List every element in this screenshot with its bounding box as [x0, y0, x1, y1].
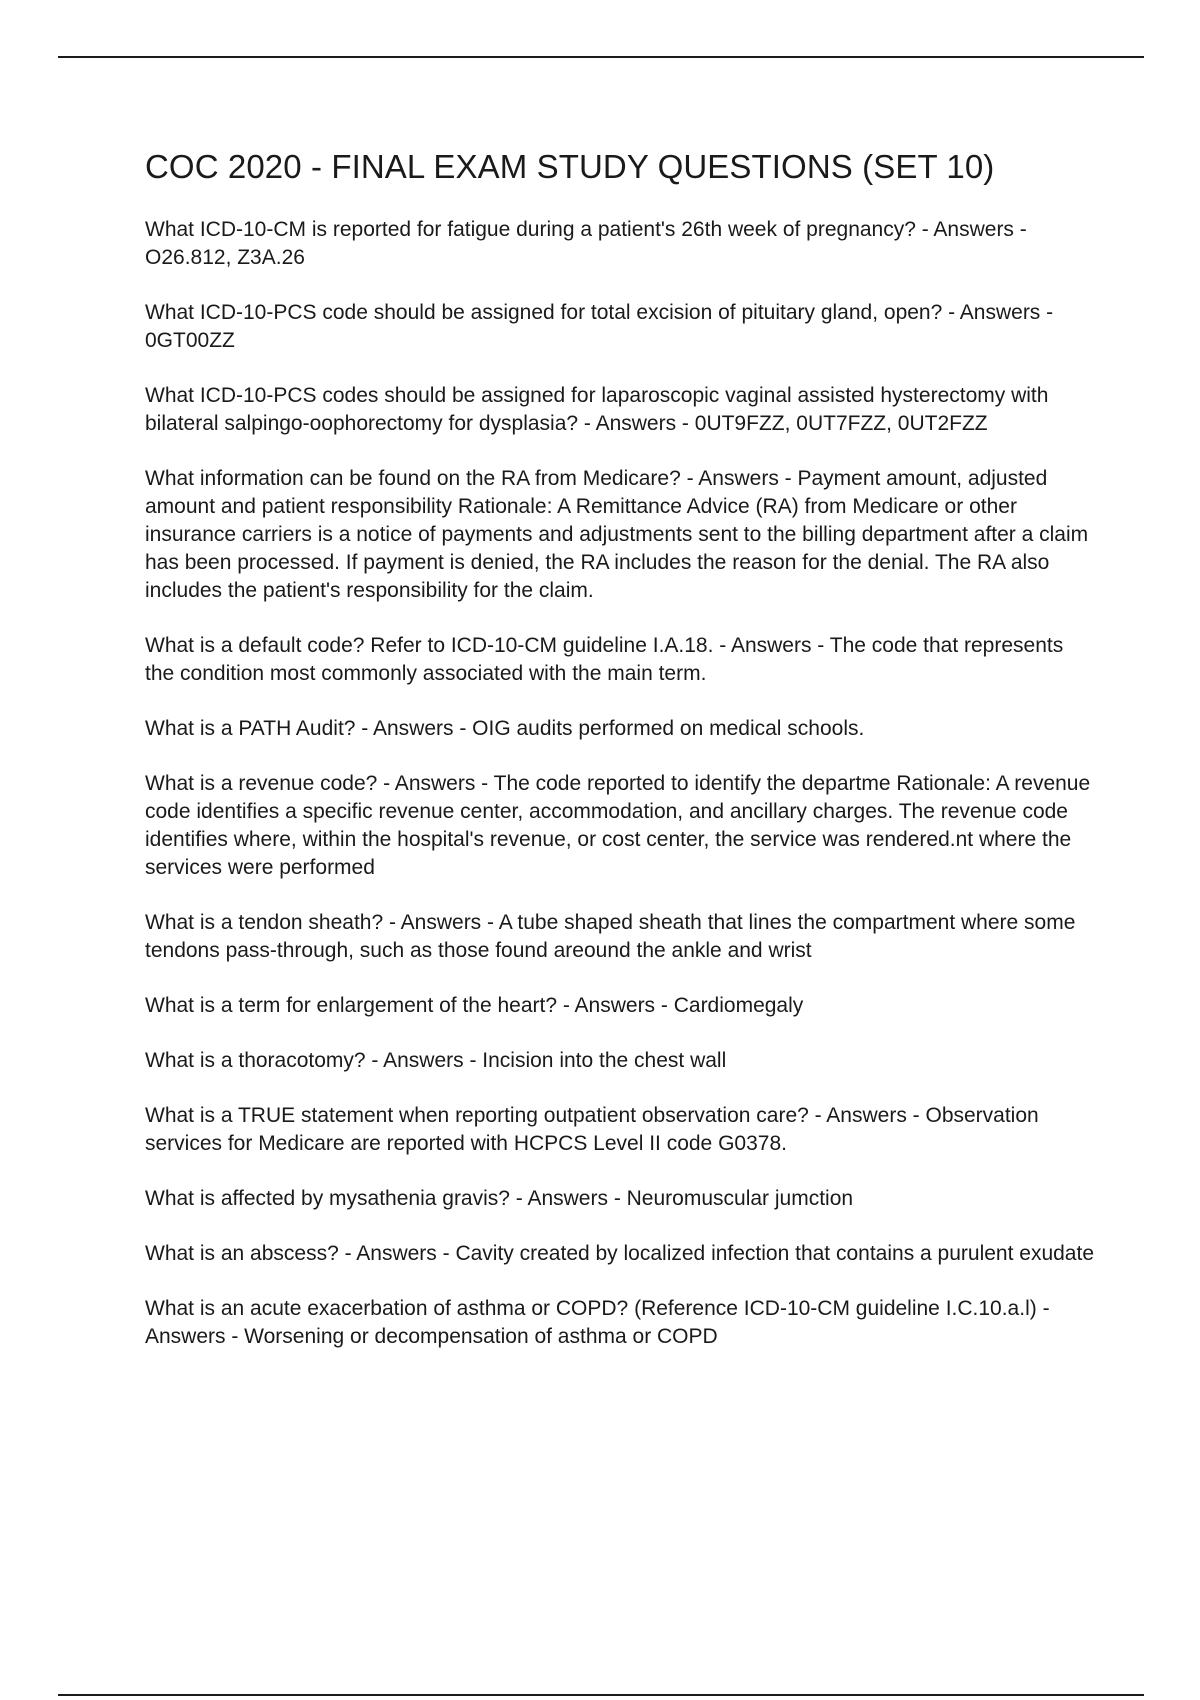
qa-item: What is a term for enlargement of the heart? - Answers - Cardiomegaly	[145, 994, 804, 1017]
qa-item: What information can be found on the RA from Medicare? - Answers - Payment amount, adjusted amount and patient responsibility Rationale: A Remittance Advice (RA) from Medicare or other insurance carriers is a notice of payments and adjustments sent to the billing department after a claim has been processed. If payment is denied, the RA includes the reason for the denial. The RA also includes the patient's responsibility for the claim.	[145, 467, 1089, 602]
qa-item: What is a thoracotomy? - Answers - Incision into the chest wall	[145, 1049, 727, 1072]
qa-item: What is affected by mysathenia gravis? - Answers - Neuromuscular jumction	[145, 1187, 854, 1210]
qa-item: What is an acute exacerbation of asthma or COPD? (Reference ICD-10-CM guideline I.C.10.a.l) - Answers - Worsening or decompensation of asthma or COPD	[145, 1297, 1050, 1348]
qa-item: What ICD-10-PCS code should be assigned for total excision of pituitary gland, open? - Answers - 0GT00ZZ	[145, 301, 1054, 352]
qa-item: What ICD-10-CM is reported for fatigue during a patient's 26th week of pregnancy? - Answers - O26.812, Z3A.26	[145, 218, 1027, 269]
document-body	[145, 142, 1095, 1378]
qa-item: What ICD-10-PCS codes should be assigned for laparoscopic vaginal assisted hysterectomy with bilateral salpingo-oophorectomy for dysplasia? - Answers - 0UT9FZZ, 0UT7FZZ, 0UT2FZZ	[145, 384, 1049, 435]
qa-item: What is an abscess? - Answers - Cavity created by localized infection that contains a purulent exudate	[145, 1242, 1094, 1265]
qa-item: What is a tendon sheath? - Answers - A tube shaped sheath that lines the compartment where some tendons pass-through, such as those found areound the ankle and wrist	[145, 911, 1076, 962]
top-divider	[58, 56, 1144, 58]
document-title: COC 2020 - FINAL EXAM STUDY QUESTIONS (SET 10)	[145, 148, 995, 185]
qa-item: What is a default code? Refer to ICD-10-CM guideline I.A.18. - Answers - The code that represents the condition most commonly associated with the main term.	[145, 634, 1064, 685]
qa-item: What is a revenue code? - Answers - The code reported to identify the departme Rationale: A revenue code identifies a specific revenue center, accommodation, and ancillary charges. The revenue code identifies where, within the hospital's revenue, or cost center, the service was rendered.nt where the services were performed	[145, 772, 1091, 879]
qa-item: What is a TRUE statement when reporting outpatient observation care? - Answers - Observation services for Medicare are reported with HCPCS Level II code G0378.	[145, 1104, 1039, 1155]
bottom-divider	[58, 1694, 1144, 1696]
qa-item: What is a PATH Audit? - Answers - OIG audits performed on medical schools.	[145, 717, 865, 740]
